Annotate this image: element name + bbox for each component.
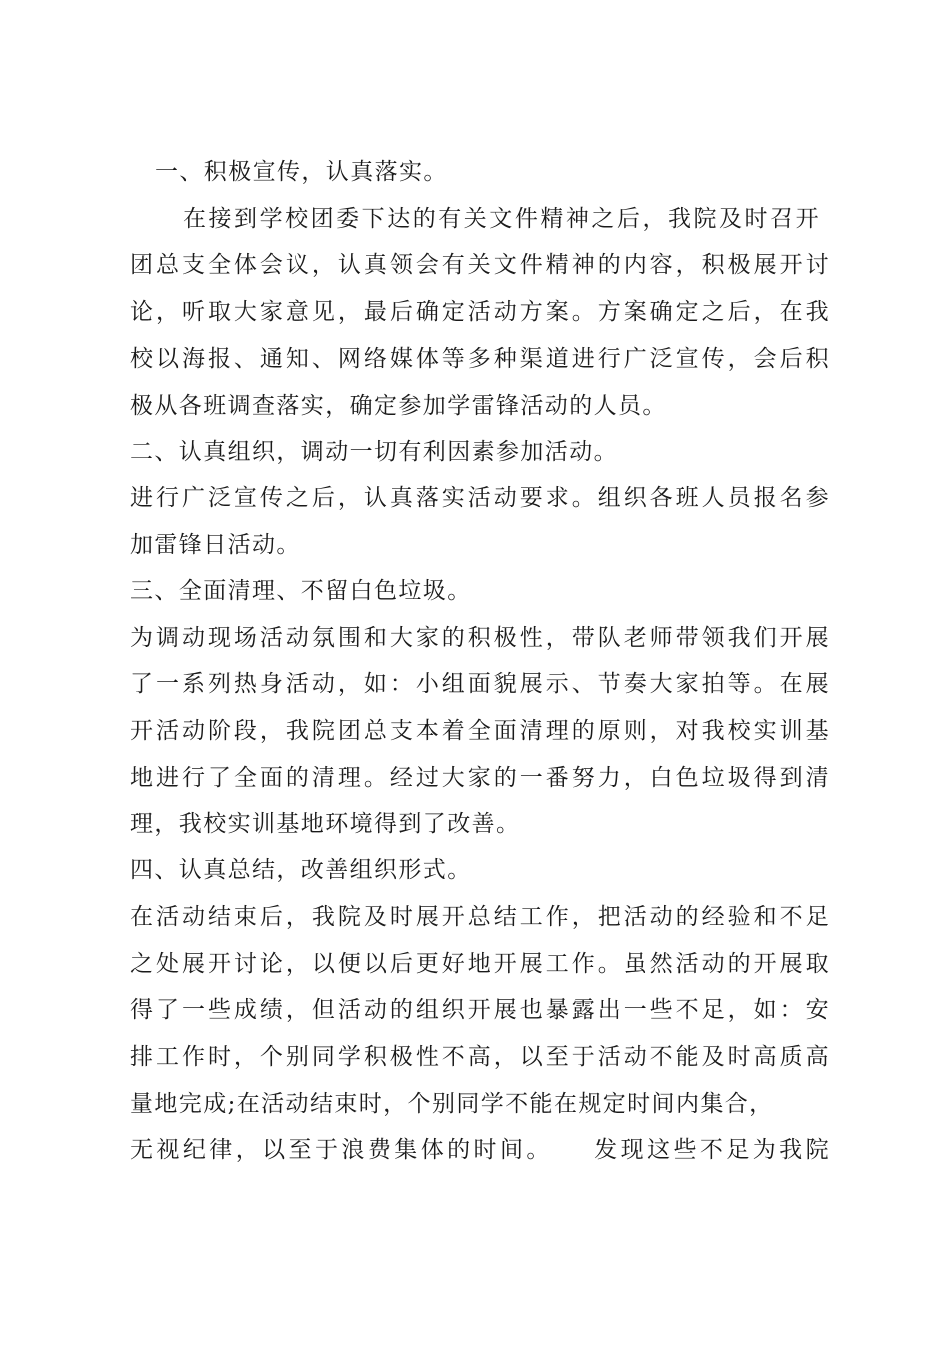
section-3-heading: 三、全面清理、不留白色垃圾。	[130, 578, 472, 604]
section-3-line-4: 地进行了全面的清理。经过大家的一番努力，白色垃圾得到清	[130, 765, 830, 791]
section-2-heading: 二、认真组织，调动一切有利因素参加活动。	[130, 439, 618, 465]
section-1-line-2: 团总支全体会议，认真领会有关文件精神的内容，积极展开讨	[130, 252, 830, 278]
section-2-line-2: 加雷锋日活动。	[130, 532, 301, 558]
section-3-line-5: 理，我校实训基地环境得到了改善。	[130, 811, 521, 837]
section-3-line-1: 为调动现场活动氛围和大家的积极性，带队老师带领我们开展	[130, 625, 830, 651]
section-4-line-3: 得了一些成绩，但活动的组织开展也暴露出一些不足，如：安	[130, 997, 830, 1023]
section-1-line-3: 论，听取大家意见，最后确定活动方案。方案确定之后，在我	[130, 299, 830, 325]
section-4-line-4: 排工作时，个别同学积极性不高，以至于活动不能及时高质高	[130, 1044, 830, 1070]
section-3-line-2: 了一系列热身活动，如：小组面貌展示、节奏大家拍等。在展	[130, 671, 830, 697]
section-1-line-5: 极从各班调查落实，确定参加学雷锋活动的人员。	[130, 393, 667, 419]
section-1-line-1: 在接到学校团委下达的有关文件精神之后，我院及时召开	[183, 206, 820, 232]
section-1-heading: 一、积极宣传，认真落实。	[155, 159, 448, 185]
section-4-line-5: 量地完成;在活动结束时，个别同学不能在规定时间内集合，	[130, 1091, 774, 1117]
section-1-line-4: 校以海报、通知、网络媒体等多种渠道进行广泛宣传，会后积	[130, 346, 830, 372]
section-4-line-2: 之处展开讨论，以便以后更好地开展工作。虽然活动的开展取	[130, 951, 830, 977]
section-3-line-3: 开活动阶段，我院团总支本着全面清理的原则，对我校实训基	[130, 718, 830, 744]
section-4-line-1: 在活动结束后，我院及时展开总结工作，把活动的经验和不足	[130, 904, 830, 930]
section-4-heading: 四、认真总结，改善组织形式。	[130, 857, 472, 883]
section-2-line-1: 进行广泛宣传之后，认真落实活动要求。组织各班人员报名参	[130, 485, 830, 511]
section-4-line-6: 无视纪律，以至于浪费集体的时间。 发现这些不足为我院	[130, 1137, 830, 1163]
